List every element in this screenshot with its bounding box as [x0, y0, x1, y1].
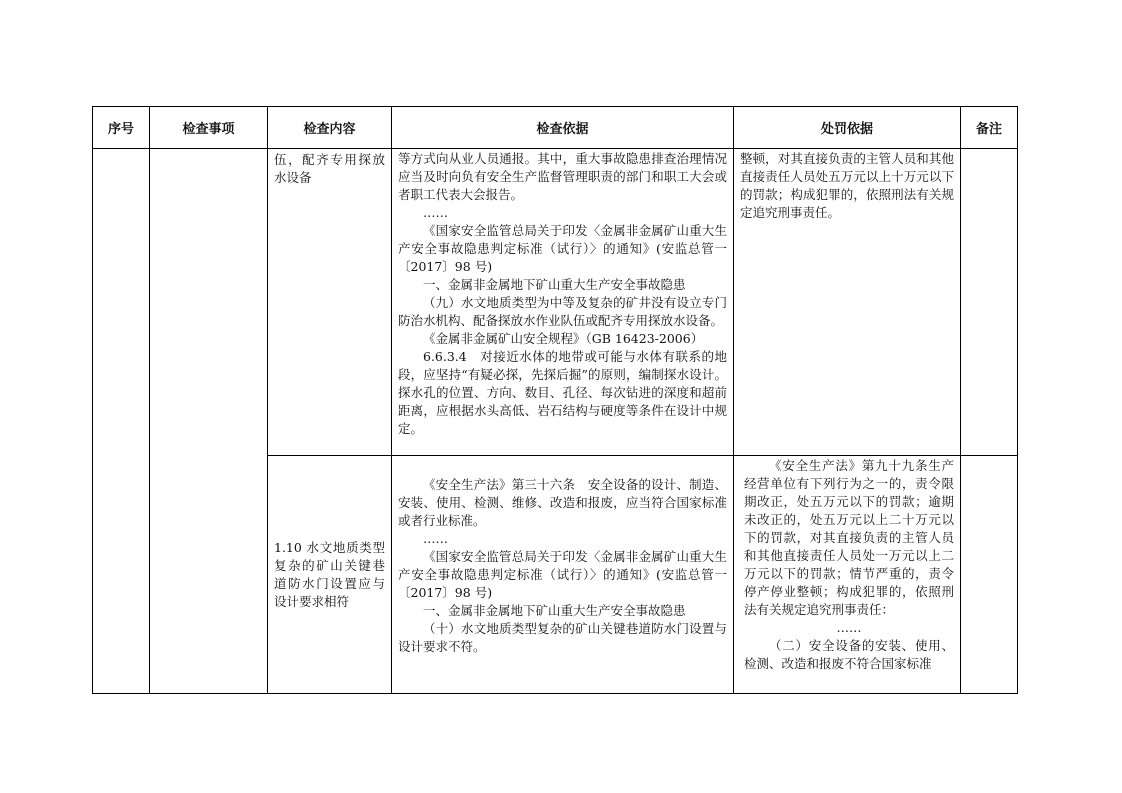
basis-ellipsis: ……: [423, 205, 448, 220]
basis-paragraph: 《安全生产法》第三十六条 安全设备的设计、制造、安装、使用、检测、维修、改造和报废，应当符合国家标准或者行业标准。: [398, 477, 727, 528]
content-cell: [268, 149, 392, 456]
header-content: 检查内容: [268, 107, 392, 149]
basis-cell: [392, 149, 734, 456]
header-remark: 备注: [961, 107, 1018, 149]
header-item: 检查事项: [150, 107, 268, 149]
basis-paragraph: 6.6.3.4 对接近水体的地带或可能与水体有联系的地段，应坚持“有疑必探，先探后掘”的原则，编制探水设计。探水孔的位置、方向、数目、孔径、每次钻进的深度和超前距离，应根据水头高低、岩石结构与硬度等条件在设计中规定。: [398, 349, 727, 436]
content-text: 伍，配齐专用探放水设备: [274, 152, 385, 185]
item-cell: [150, 149, 268, 694]
header-penalty: 处罚依据: [734, 107, 961, 149]
basis-paragraph: 《国家安全监管总局关于印发〈金属非金属矿山重大生产安全事故隐患判定标准（试行）〉的通知》(安监总管一〔2017〕98 号): [398, 223, 727, 274]
content-cell: [268, 456, 392, 694]
basis-paragraph: 一、金属非金属地下矿山重大生产安全事故隐患: [423, 603, 686, 618]
penalty-paragraph: 整顿，对其直接负责的主管人员和其他直接责任人员处五万元以上十万元以下的罚款；构成犯罪的，依照刑法有关规定追究刑事责任。: [740, 151, 954, 220]
basis-paragraph: 《国家安全监管总局关于印发〈金属非金属矿山重大生产安全事故隐患判定标准（试行）〉的通知》(安监总管一〔2017〕98 号): [398, 549, 727, 600]
header-basis: 检查依据: [392, 107, 734, 149]
penalty-cell: [734, 456, 961, 694]
penalty-paragraph: 《安全生产法》第九十九条生产经营单位有下列行为之一的，责令限期改正，处五万元以下的罚款；逾期未改正的，处五万元以上二十万元以下的罚款，对其直接负责的主管人员和其他直接责任人员处一万元以上二万元以下的罚款；情节严重的，责令停产停业整顿；构成犯罪的，依照刑法有关规定追究刑事责任：: [744, 458, 954, 617]
table-header-row: [93, 107, 1018, 149]
penalty-ellipsis: ……: [836, 620, 862, 635]
basis-paragraph: 《金属非金属矿山安全规程》（GB 16423-2006）: [423, 331, 704, 346]
seq-cell: [93, 149, 150, 694]
basis-paragraph: 等方式向从业人员通报。其中，重大事故隐患排查治理情况应当及时向负有安全生产监督管理职责的部门和职工大会或者职工代表大会报告。: [398, 151, 727, 202]
header-seq: 序号: [93, 107, 150, 149]
remark-cell: [961, 456, 1018, 694]
inspection-table: [92, 106, 1018, 694]
basis-cell: [392, 456, 734, 694]
content-text: 1.10 水文地质类型复杂的矿山关键巷道防水门设置应与设计要求相符: [274, 539, 385, 609]
penalty-paragraph: （二）安全设备的安装、使用、检测、改造和报废不符合国家标准: [744, 638, 954, 671]
remark-cell: [961, 149, 1018, 456]
penalty-cell: [734, 149, 961, 456]
table-row: [93, 149, 1018, 456]
basis-paragraph: （十）水文地质类型复杂的矿山关键巷道防水门设置与设计要求不符。: [398, 621, 727, 654]
basis-paragraph: （九）水文地质类型为中等及复杂的矿井没有设立专门防治水机构、配备探放水作业队伍或配齐专用探放水设备。: [398, 295, 727, 328]
basis-ellipsis: ……: [423, 531, 448, 546]
basis-paragraph: 一、金属非金属地下矿山重大生产安全事故隐患: [423, 277, 686, 292]
